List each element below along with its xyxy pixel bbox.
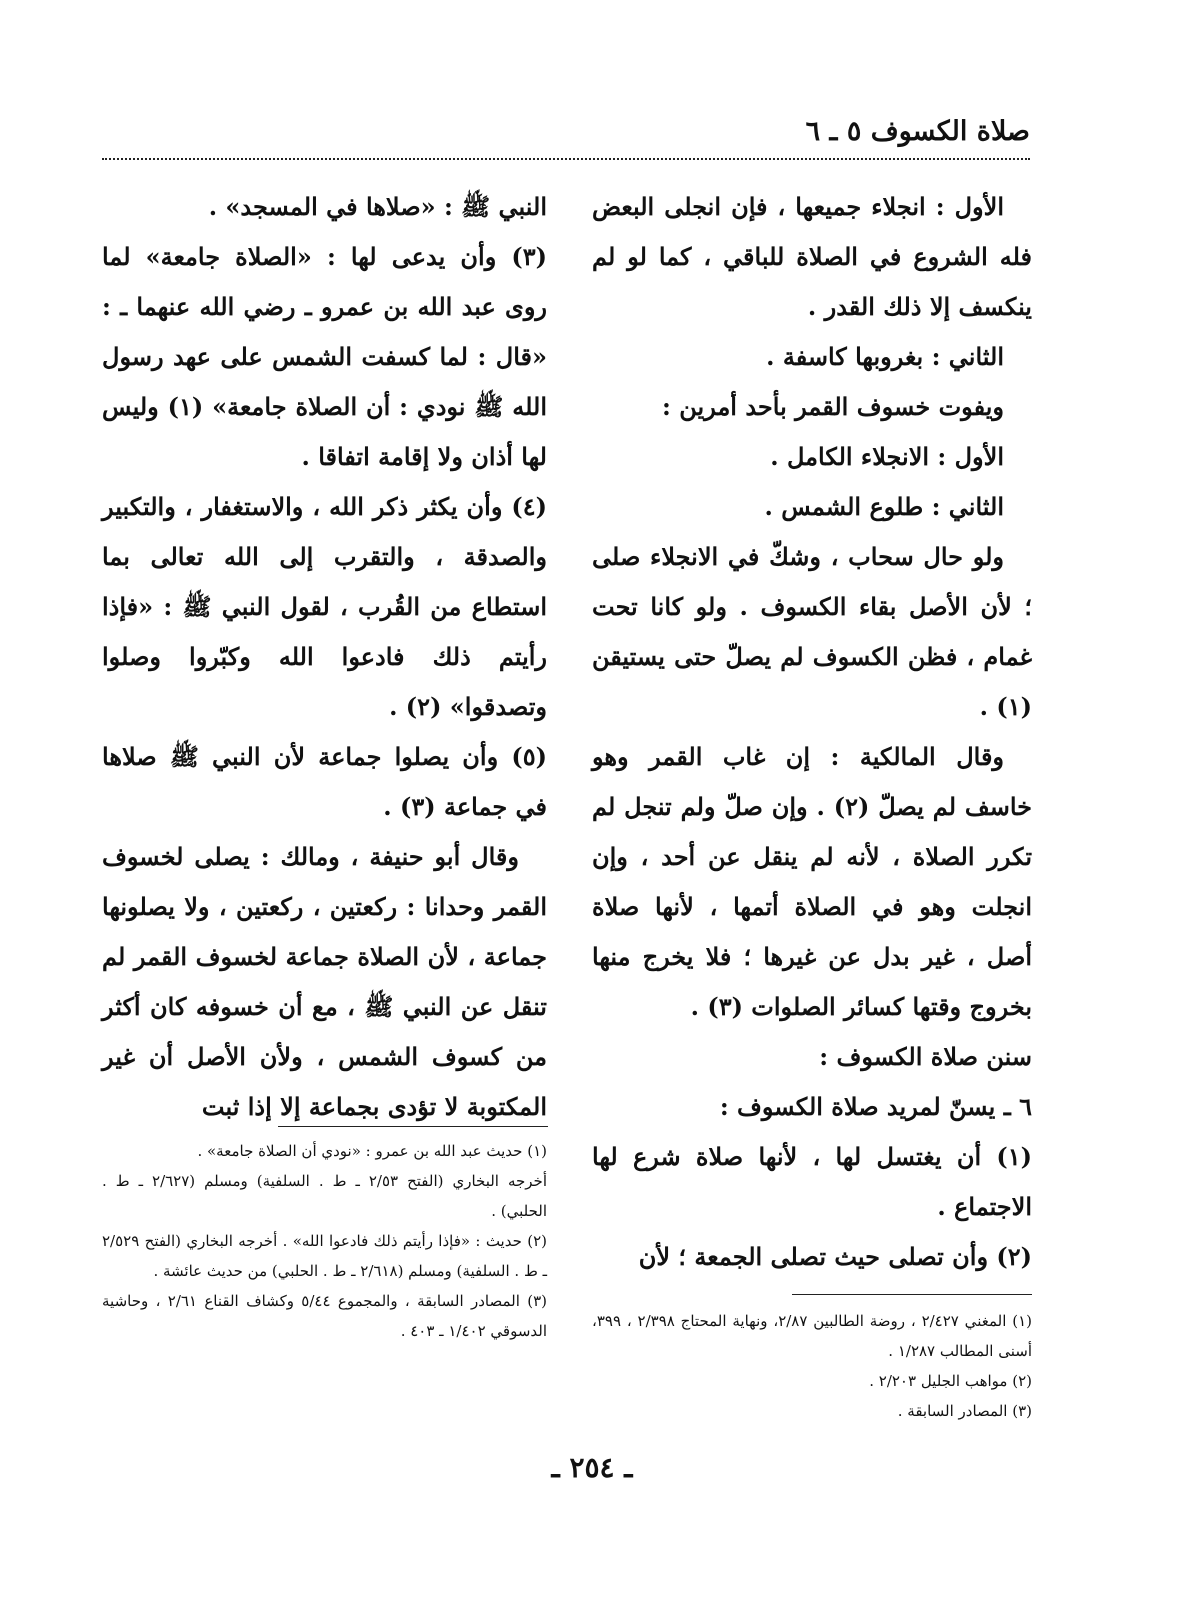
footnotes-right bbox=[592, 1306, 1032, 1426]
footnote: (١) المغني ٢/٤٢٧ ، روضة الطالبين ٢/٨٧، ونهاية المحتاج ٢/٣٩٨ ، ٣٩٩، أسنى المطالب ١/٢٨٧ . bbox=[592, 1312, 1032, 1360]
footnotes-left bbox=[102, 1136, 547, 1346]
footnote: (٣) المصادر السابقة . bbox=[897, 1402, 1032, 1420]
footnote: أخرجه البخاري (الفتح ٢/٥٣ ـ ط . السلفية) ومسلم (٢/٦٢٧ ـ ط . الحلبي) . bbox=[102, 1172, 547, 1220]
paragraph: وقال المالكية : إن غاب القمر وهو خاسف لم يصلّ (٢) . وإن صلّ ولم تنجل لم تكرر الصلاة ، لأنه لم ينقل عن أحد ، وإن انجلت وهو في الصلاة أتمها ، لأنها صلاة أصل ، غير بدل عن غيرها ؛ فلا يخرج منها بخروج وقتها كسائر الصلوات (٣) . bbox=[592, 742, 1033, 1021]
section-heading: سنن صلاة الكسوف : bbox=[819, 1042, 1032, 1071]
paragraph: النبي ﷺ : «صلاها في المسجد» . bbox=[208, 192, 547, 221]
footnote: (١) حديث عبد الله بن عمرو : «نودي أن الصلاة جامعة» . bbox=[197, 1142, 547, 1160]
page-number: ـ ٢٥٤ ـ bbox=[551, 1451, 633, 1484]
paragraph: (٣) وأن يدعى لها : «الصلاة جامعة» لما روى عبد الله بن عمرو ـ رضي الله عنهما ـ : «قال : لما كسفت الشمس على عهد رسول الله ﷺ نودي : أن الصلاة جامعة» (١) وليس لها أذان ولا إقامة اتفاقا . bbox=[102, 242, 548, 471]
paragraph: الثاني : طلوع الشمس . bbox=[764, 492, 1004, 521]
header-dotted-rule bbox=[102, 158, 1030, 160]
paragraph: الأول : انجلاء جميعها ، فإن انجلى البعض فله الشروع في الصلاة للباقي ، كما لو لم ينكسف إلا ذلك القدر . bbox=[592, 192, 1032, 321]
paragraph: ولو حال سحاب ، وشكّ في الانجلاء صلى ؛ لأن الأصل بقاء الكسوف . ولو كانا تحت غمام ، فظن الكسوف لم يصلّ حتى يستيقن (١) . bbox=[592, 542, 1032, 721]
paragraph: الثاني : بغروبها كاسفة . bbox=[766, 342, 1004, 371]
paragraph: وقال أبو حنيفة ، ومالك : يصلى لخسوف القمر وحدانا : ركعتين ، ركعتين ، ولا يصلونها جماعة ، لأن الصلاة جماعة لخسوف القمر لم تنقل عن النبي ﷺ ، مع أن خسوفه كان أكثر من كسوف الشمس ، ولأن الأصل أن غير المكتوبة لا تؤدى بجماعة إلا إذا ثبت bbox=[102, 842, 547, 1121]
paragraph: الأول : الانجلاء الكامل . bbox=[770, 442, 1004, 471]
footnote-rule bbox=[792, 1294, 1032, 1295]
right-column bbox=[592, 182, 1032, 1282]
footnote: (٢) مواهب الجليل ٢/٢٠٣ . bbox=[869, 1372, 1032, 1390]
footnote: (٢) حديث : «فإذا رأيتم ذلك فادعوا الله» . أخرجه البخاري (الفتح ٢/٥٢٩ ـ ط . السلفية) ومسلم (٢/٦١٨ ـ ط . الحلبي) من حديث عائشة . bbox=[102, 1232, 547, 1280]
footnote: (٣) المصادر السابقة ، والمجموع ٥/٤٤ وكشاف القناع ٢/٦١ ، وحاشية الدسوقي ١/٤٠٢ ـ ٤٠٣ . bbox=[102, 1292, 547, 1340]
left-column bbox=[102, 182, 547, 1132]
paragraph: (٤) وأن يكثر ذكر الله ، والاستغفار ، والتكبير والصدقة ، والتقرب إلى الله تعالى بما استطاع من القُرب ، لقول النبي ﷺ : «فإذا رأيتم ذلك فادعوا الله وكبّروا وصلوا وتصدقوا» (٢) . bbox=[102, 492, 547, 721]
paragraph: (٥) وأن يصلوا جماعة لأن النبي ﷺ صلاها في جماعة (٣) . bbox=[102, 742, 547, 821]
numbered-heading: ٦ ـ يسنّ لمريد صلاة الكسوف : bbox=[719, 1092, 1032, 1121]
running-title: صلاة الكسوف ٥ ـ ٦ bbox=[805, 116, 1030, 147]
paragraph: (١) أن يغتسل لها ، لأنها صلاة شرع لها الاجتماع . bbox=[592, 1142, 1032, 1221]
paragraph: ويفوت خسوف القمر بأحد أمرين : bbox=[662, 392, 1004, 421]
footnote-rule bbox=[278, 1126, 548, 1127]
paragraph: (٢) وأن تصلى حيث تصلى الجمعة ؛ لأن bbox=[638, 1242, 1032, 1271]
